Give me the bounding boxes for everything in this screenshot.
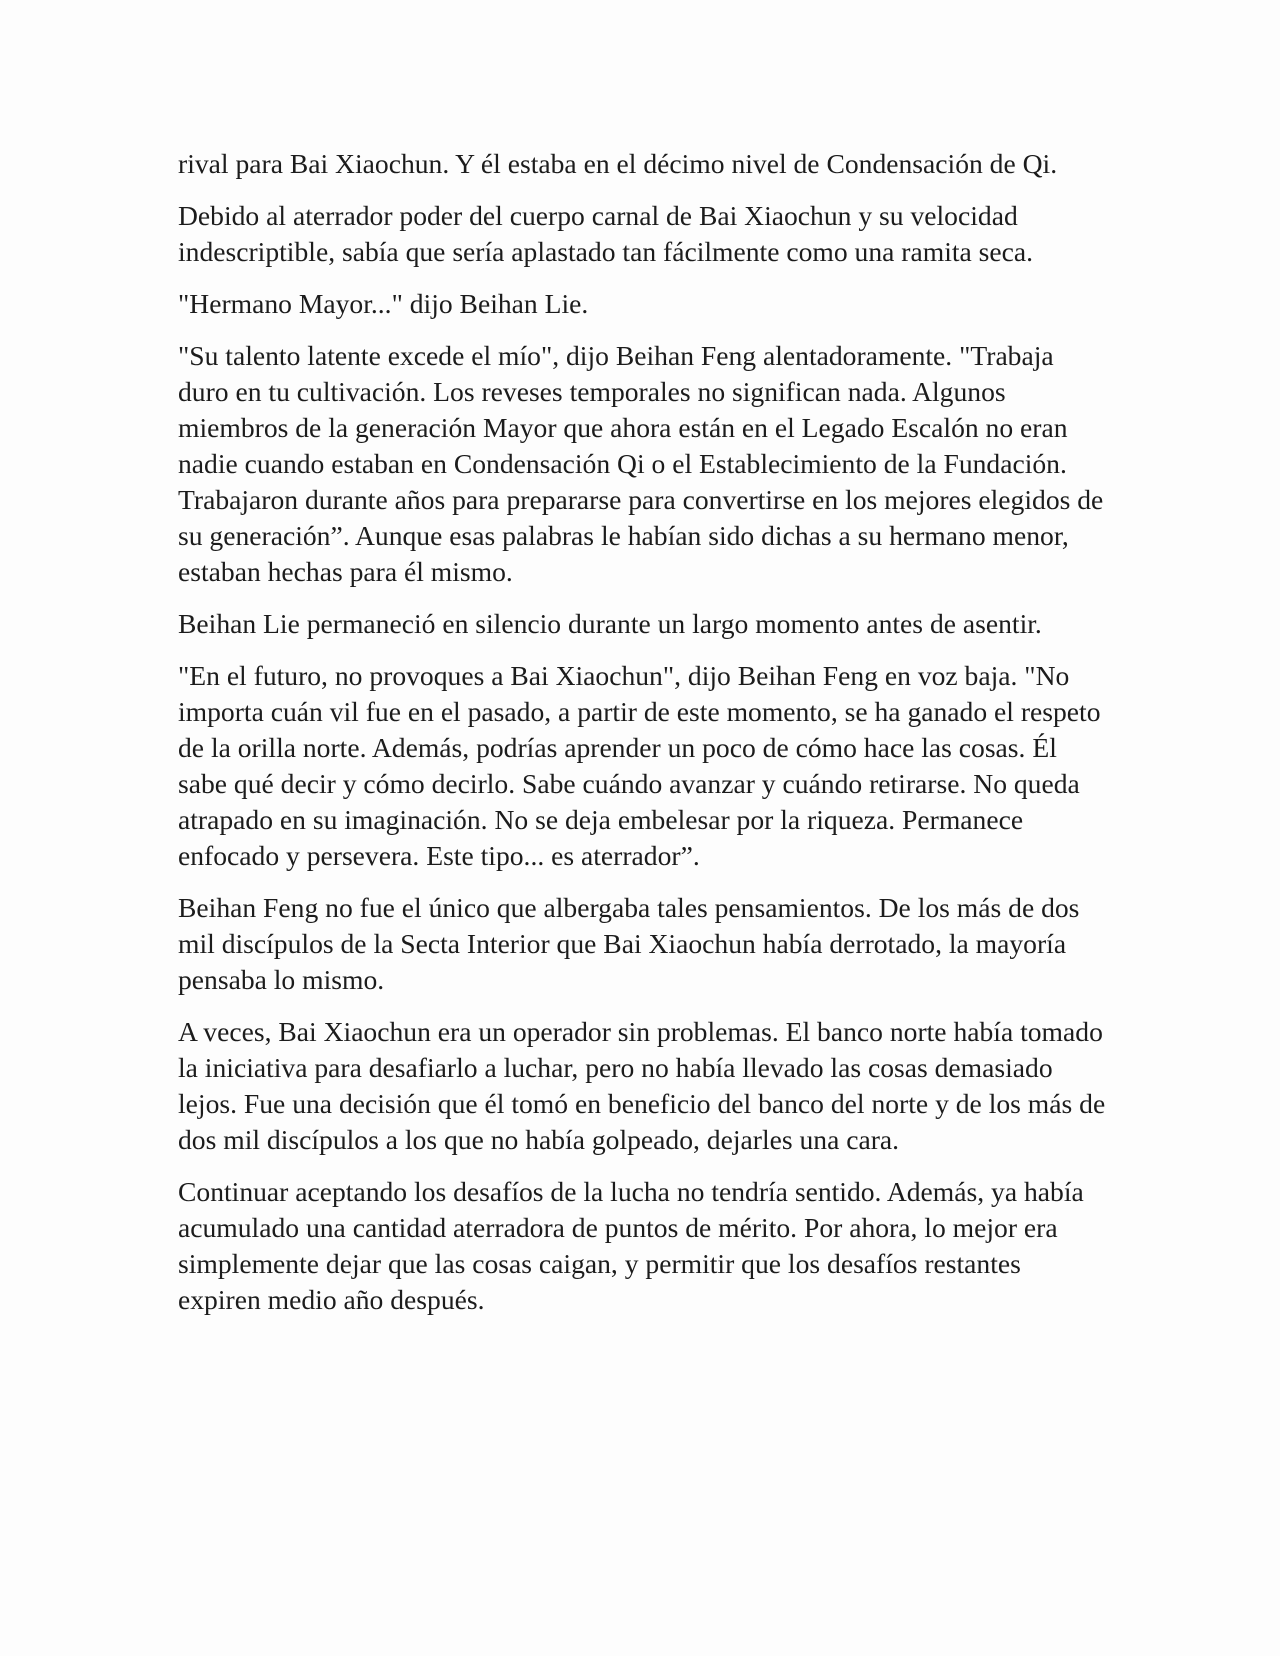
paragraph: "En el futuro, no provoques a Bai Xiaochun", dijo Beihan Feng en voz baja. "No importa cuán vil fue en el pasado, a partir de este momento, se ha ganado el respeto de la orilla norte. Además, podrías aprender un poco de cómo hace las cosas. Él sabe qué decir y cómo decirlo. Sabe cuándo avanzar y cuándo retirarse. No queda atrapado en su imaginación. No se deja embelesar por la riqueza. Permanece enfocado y persevera. Este tipo... es aterrador”.	[178, 660, 1101, 871]
paragraph: Beihan Feng no fue el único que albergaba tales pensamientos. De los más de dos mil discípulos de la Secta Interior que Bai Xiaochun había derrotado, la mayoría pensaba lo mismo.	[178, 892, 1080, 995]
paragraph: "Su talento latente excede el mío", dijo Beihan Feng alentadoramente. "Trabaja duro en tu cultivación. Los reveses temporales no significan nada. Algunos miembros de la generación Mayor que ahora están en el Legado Escalón no eran nadie cuando estaban en Condensación Qi o el Establecimiento de la Fundación. Trabajaron durante años para prepararse para convertirse en los mejores elegidos de su generación”. Aunque esas palabras le habían sido dichas a su hermano menor, estaban hechas para él mismo.	[178, 340, 1104, 587]
paragraph: Debido al aterrador poder del cuerpo carnal de Bai Xiaochun y su velocidad indescriptible, sabía que sería aplastado tan fácilmente como una ramita seca.	[178, 200, 1034, 267]
paragraph: Beihan Lie permaneció en silencio durante un largo momento antes de asentir.	[178, 608, 1042, 639]
paragraph: "Hermano Mayor..." dijo Beihan Lie.	[178, 288, 589, 319]
document-body	[178, 146, 1108, 1334]
paragraph: Continuar aceptando los desafíos de la lucha no tendría sentido. Además, ya había acumulado una cantidad aterradora de puntos de mérito. Por ahora, lo mejor era simplemente dejar que las cosas caigan, y permitir que los desafíos restantes expiren medio año después.	[178, 1176, 1084, 1315]
paragraph: A veces, Bai Xiaochun era un operador sin problemas. El banco norte había tomado la iniciativa para desafiarlo a luchar, pero no había llevado las cosas demasiado lejos. Fue una decisión que él tomó en beneficio del banco del norte y de los más de dos mil discípulos a los que no había golpeado, dejarles una cara.	[178, 1016, 1106, 1155]
paragraph: rival para Bai Xiaochun. Y él estaba en el décimo nivel de Condensación de Qi.	[178, 148, 1058, 179]
